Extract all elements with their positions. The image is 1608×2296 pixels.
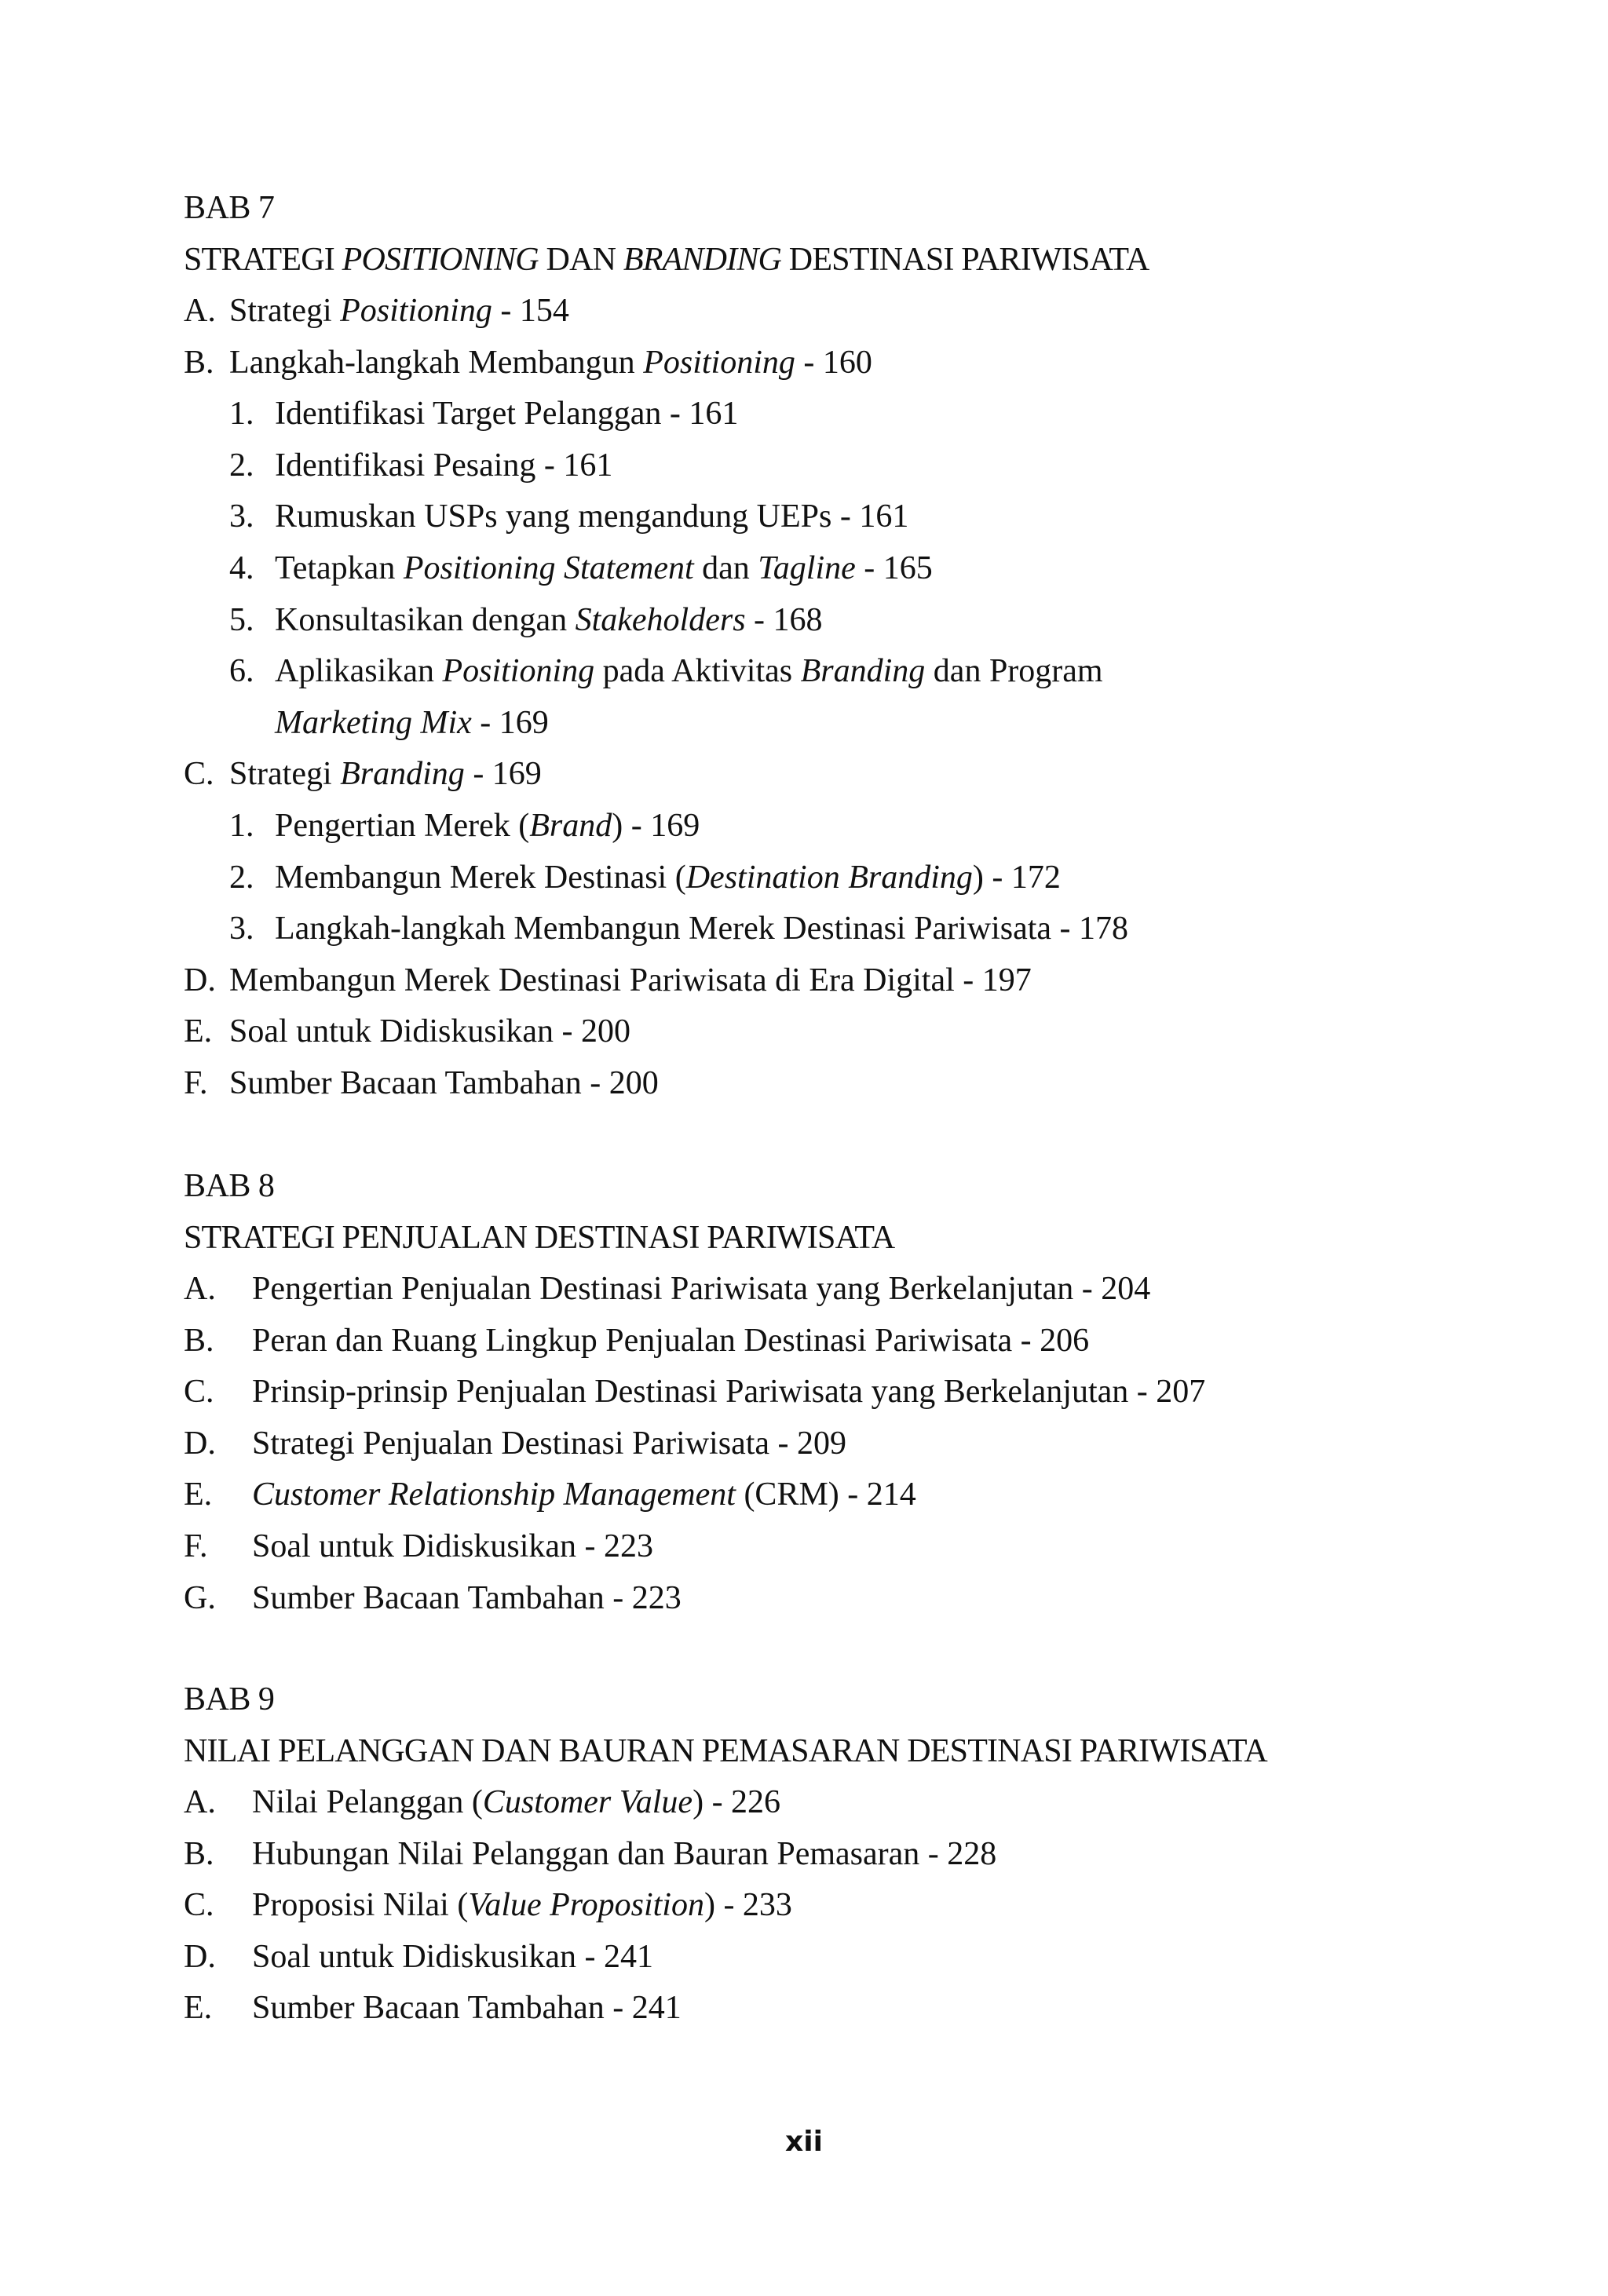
entry-text: Membangun Merek Destinasi Pariwisata di Era Digital - 197 — [229, 962, 1032, 998]
entry-label: E. — [184, 1477, 213, 1513]
toc-entry[interactable] — [184, 1829, 1518, 1881]
entry-text: Marketing Mix - 169 — [275, 704, 549, 741]
toc-entry[interactable] — [184, 749, 1518, 801]
entry-text: Rumuskan USPs yang mengandung UEPs - 161 — [275, 498, 909, 535]
entry-text: Proposisi Nilai (Value Proposition) - 233 — [252, 1887, 792, 1924]
entry-label: E. — [184, 1013, 213, 1050]
entry-text: Pengertian Penjualan Destinasi Pariwisata yang Berkelanjutan - 204 — [252, 1271, 1151, 1307]
toc-subentry[interactable] — [184, 491, 1518, 543]
chapter-number: BAB 8 — [184, 1168, 275, 1204]
toc-subentry[interactable] — [184, 543, 1518, 595]
entry-text: Strategi Penjualan Destinasi Pariwisata - 209 — [252, 1425, 847, 1462]
entry-label: 3. — [229, 911, 254, 947]
toc-entry[interactable] — [184, 1880, 1518, 1932]
chapter-title: NILAI PELANGGAN DAN BAURAN PEMASARAN DESTINASI PARIWISATA — [184, 1733, 1267, 1769]
chapter-number: BAB 9 — [184, 1681, 275, 1717]
entry-label: C. — [184, 756, 214, 793]
entry-text: Sumber Bacaan Tambahan - 200 — [229, 1064, 659, 1101]
toc-entry[interactable] — [184, 1058, 1518, 1110]
entry-text: Identifikasi Pesaing - 161 — [275, 447, 613, 484]
entry-text: Soal untuk Didiskusikan - 223 — [252, 1528, 653, 1564]
toc-entry[interactable] — [184, 1264, 1518, 1316]
toc-subentry-continuation[interactable] — [184, 698, 1518, 750]
entry-label: C. — [184, 1887, 214, 1924]
page-number: xii — [785, 2126, 823, 2158]
entry-label: A. — [184, 1784, 216, 1820]
entry-label: B. — [184, 1835, 214, 1872]
title-text: STRATEGI — [184, 242, 342, 278]
toc-subentry[interactable] — [184, 852, 1518, 904]
entry-text: Soal untuk Didiskusikan - 200 — [229, 1013, 630, 1050]
toc-entry[interactable] — [184, 1521, 1518, 1573]
toc-subentry[interactable] — [184, 440, 1518, 492]
entry-text: Nilai Pelanggan (Customer Value) - 226 — [252, 1784, 781, 1820]
entry-text: Strategi Branding - 169 — [229, 756, 542, 793]
toc-entry[interactable] — [184, 1418, 1518, 1470]
entry-text: Peran dan Ruang Lingkup Penjualan Destinasi Pariwisata - 206 — [252, 1322, 1090, 1359]
entry-label: B. — [184, 344, 214, 381]
toc-subentry[interactable] — [184, 801, 1518, 852]
toc-entry[interactable] — [184, 1777, 1518, 1829]
entry-label: 2. — [229, 447, 254, 484]
entry-text: Langkah-langkah Membangun Merek Destinasi Pariwisata - 178 — [275, 911, 1129, 947]
entry-text: Langkah-langkah Membangun Positioning - 160 — [229, 344, 872, 381]
entry-text: Sumber Bacaan Tambahan - 223 — [252, 1579, 682, 1616]
entry-text: Soal untuk Didiskusikan - 241 — [252, 1938, 653, 1975]
entry-label: E. — [184, 1990, 213, 2027]
toc-entry[interactable] — [184, 1367, 1518, 1418]
entry-label: 1. — [229, 807, 254, 844]
toc-entry[interactable] — [184, 1573, 1518, 1625]
chapter-7 — [184, 182, 1518, 1110]
toc-subentry[interactable] — [184, 646, 1518, 698]
entry-label: 5. — [229, 601, 254, 638]
entry-label: D. — [184, 1425, 216, 1462]
chapter-title — [184, 234, 1518, 286]
toc-entry[interactable] — [184, 1316, 1518, 1367]
entry-text: Aplikasikan Positioning pada Aktivitas Branding dan Program — [275, 653, 1103, 690]
toc-entry[interactable] — [184, 338, 1518, 389]
toc-entry[interactable] — [184, 1006, 1518, 1058]
toc-entry[interactable] — [184, 955, 1518, 1007]
toc-entry[interactable] — [184, 286, 1518, 338]
entry-label: 4. — [229, 549, 254, 586]
entry-text: Sumber Bacaan Tambahan - 241 — [252, 1990, 682, 2027]
entry-text: Identifikasi Target Pelanggan - 161 — [275, 396, 739, 433]
entry-label: 3. — [229, 498, 254, 535]
entry-text: Hubungan Nilai Pelanggan dan Bauran Pemasaran - 228 — [252, 1835, 997, 1872]
entry-label: G. — [184, 1579, 216, 1616]
entry-text: Strategi Positioning - 154 — [229, 293, 569, 329]
title-italic-text: BRANDING — [623, 242, 782, 278]
entry-label: C. — [184, 1374, 214, 1411]
entry-label: F. — [184, 1064, 208, 1101]
entry-text: Konsultasikan dengan Stakeholders - 168 — [275, 601, 823, 638]
chapter-9 — [184, 1674, 1518, 2035]
entry-label: 2. — [229, 859, 254, 896]
toc-subentry[interactable] — [184, 389, 1518, 440]
entry-label: A. — [184, 1271, 216, 1307]
entry-label: B. — [184, 1322, 214, 1359]
entry-label: F. — [184, 1528, 208, 1564]
entry-text: Membangun Merek Destinasi (Destination Branding) - 172 — [275, 859, 1061, 896]
entry-text: Pengertian Merek (Brand) - 169 — [275, 807, 700, 844]
entry-label: 6. — [229, 653, 254, 690]
entry-text: Customer Relationship Management (CRM) - 214 — [252, 1477, 916, 1513]
title-text: DAN — [538, 242, 623, 278]
entry-text: Prinsip-prinsip Penjualan Destinasi Pariwisata yang Berkelanjutan - 207 — [252, 1374, 1206, 1411]
entry-label: D. — [184, 962, 216, 998]
toc-entry[interactable] — [184, 1469, 1518, 1521]
entry-label: A. — [184, 293, 216, 329]
entry-label: 1. — [229, 396, 254, 433]
toc-entry[interactable] — [184, 1983, 1518, 2035]
entry-text: Tetapkan Positioning Statement dan Tagline - 165 — [275, 549, 933, 586]
chapter-number: BAB 7 — [184, 190, 275, 226]
toc-entry[interactable] — [184, 1932, 1518, 1984]
toc-subentry[interactable] — [184, 595, 1518, 647]
title-text: DESTINASI PARIWISATA — [781, 242, 1149, 278]
chapter-title: STRATEGI PENJUALAN DESTINASI PARIWISATA — [184, 1220, 895, 1256]
chapter-8 — [184, 1160, 1518, 1624]
entry-label: D. — [184, 1938, 216, 1975]
toc-subentry[interactable] — [184, 903, 1518, 955]
title-italic-text: POSITIONING — [342, 242, 539, 278]
